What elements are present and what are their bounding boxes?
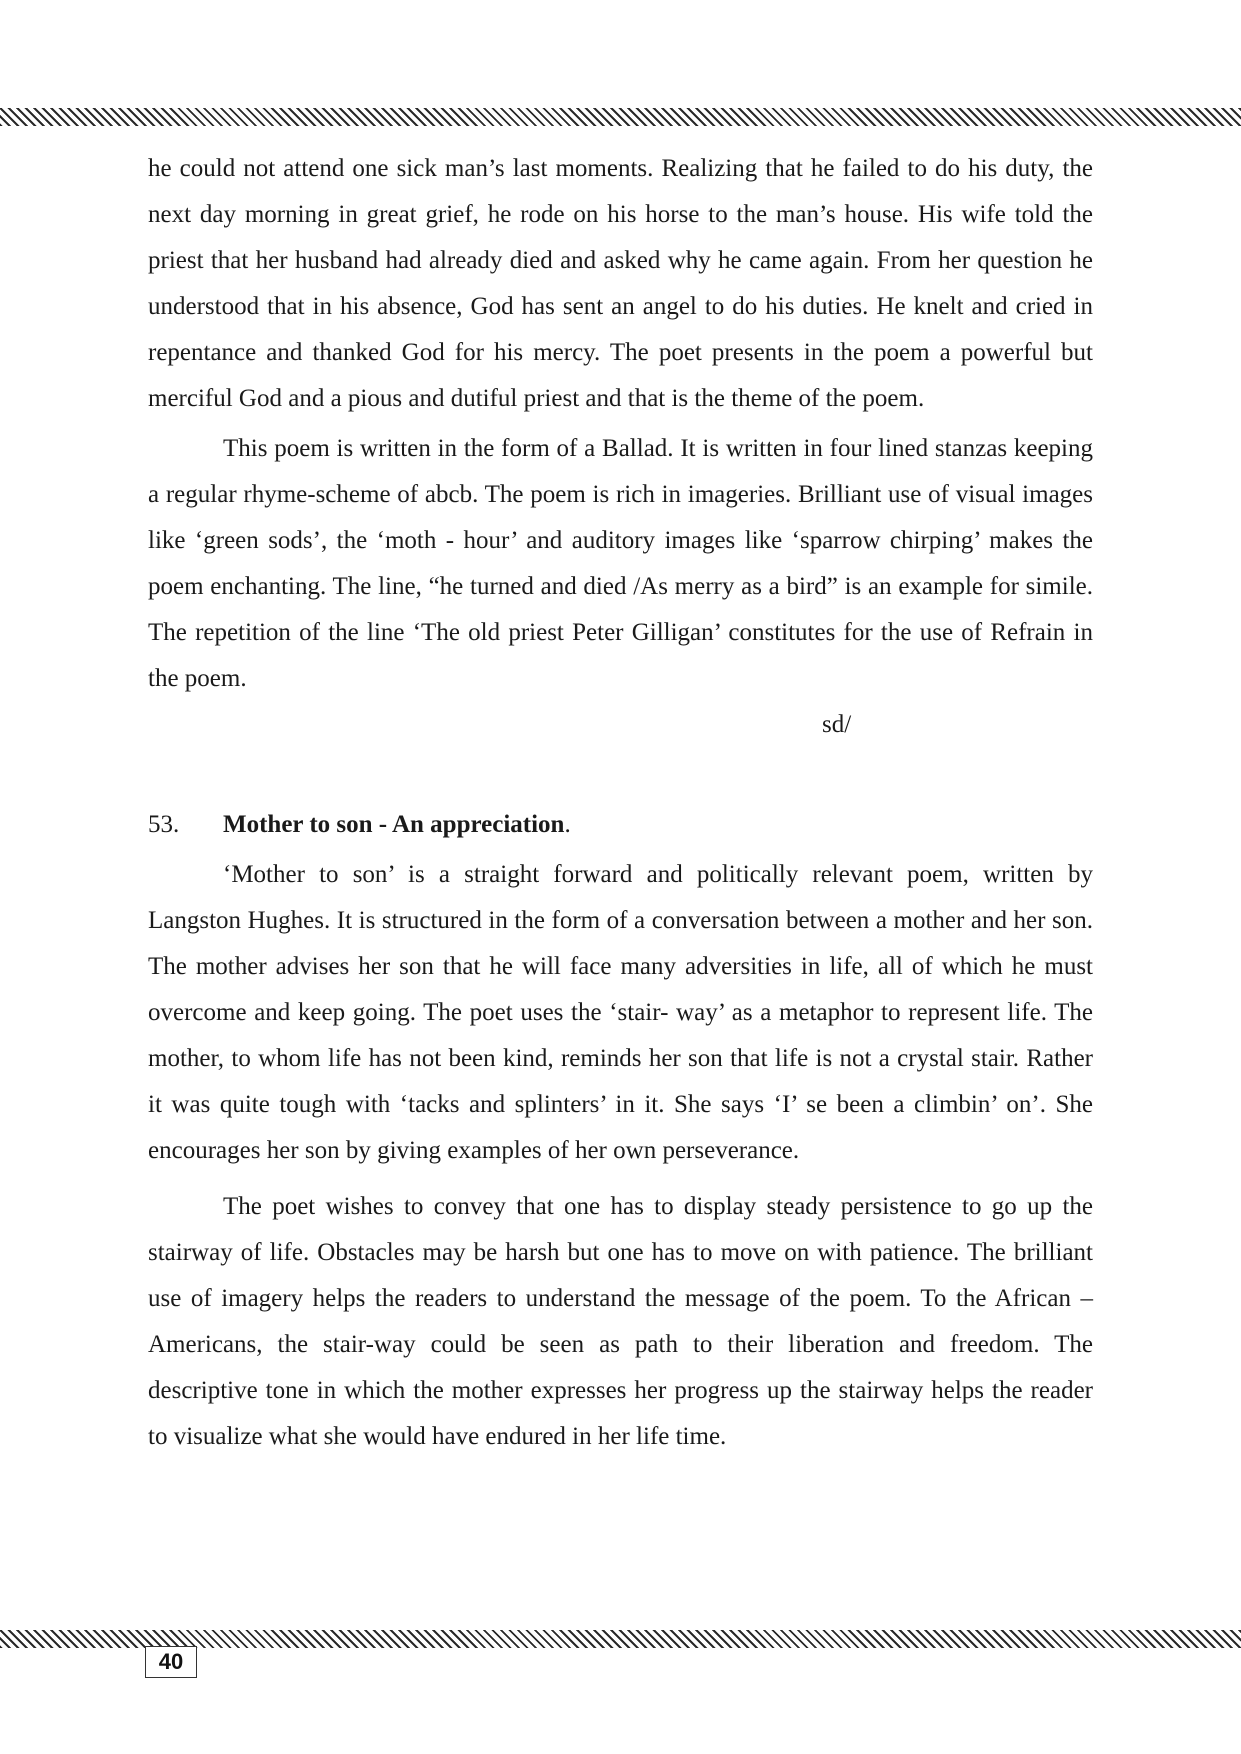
intro-paragraph-1: he could not attend one sick man’s last moments. Realizing that he failed to do his duty, the next day morning in great grief, he rode on his horse to the man’s house. His wife told the priest that her husband had already died and asked why he came again. From her question he understood that in his absence, God has sent an angel to do his duties. He knelt and cried in repentance and thanked God for his mercy. The poet presents in the poem a powerful but merciful God and a pious and dutiful priest and that is the theme of the poem. [148,155,1093,412]
section-paragraph-2: The poet wishes to convey that one has to display steady persistence to go up the stairway of life. Obstacles may be harsh but one has to move on with patience. The brilliant use of imagery helps the readers to understand the message of the poem. To the African – Americans, the stair-way could be seen as path to their liberation and freedom. The descriptive tone in which the mother expresses her progress up the stairway helps the reader to visualize what she would have endured in her life time. [148,1193,1093,1450]
section-heading [148,802,1093,848]
signature: sd/ [822,711,852,738]
intro-paragraph-2: This poem is written in the form of a Ballad. It is written in four lined stanzas keeping a regular rhyme-scheme of abcb. The poem is rich in imageries. Brilliant use of visual images like ‘green sods’, the ‘moth - hour’ and auditory images like ‘sparrow chirping’ makes the poem enchanting. The line, “he turned and died /As merry as a bird” is an example for simile. The repetition of the line ‘The old priest Peter Gilligan’ constitutes for the use of Refrain in the poem. [148,435,1093,692]
page-number: 40 [145,1646,197,1678]
section-title-wrap [223,802,571,848]
top-hatch-border [0,108,1241,126]
section-number: 53. [148,811,180,838]
section-title-suffix: . [564,811,571,838]
page-body [148,146,1093,1460]
section-title: Mother to son - An appreciation [223,811,565,838]
section-paragraph-1: ‘Mother to son’ is a straight forward and politically relevant poem, written by Langston Hughes. It is structured in the form of a conversation between a mother and her son. The mother advises her son that he will face many adversities in life, all of which he must overcome and keep going. The poet uses the ‘stair- way’ as a metaphor to represent life. The mother, to whom life has not been kind, reminds her son that life is not a crystal stair. Rather it was quite tough with ‘tacks and splinters’ in it. She says ‘I’ se been a climbin’ on’. She encourages her son by giving examples of her own perseverance. [148,861,1093,1164]
